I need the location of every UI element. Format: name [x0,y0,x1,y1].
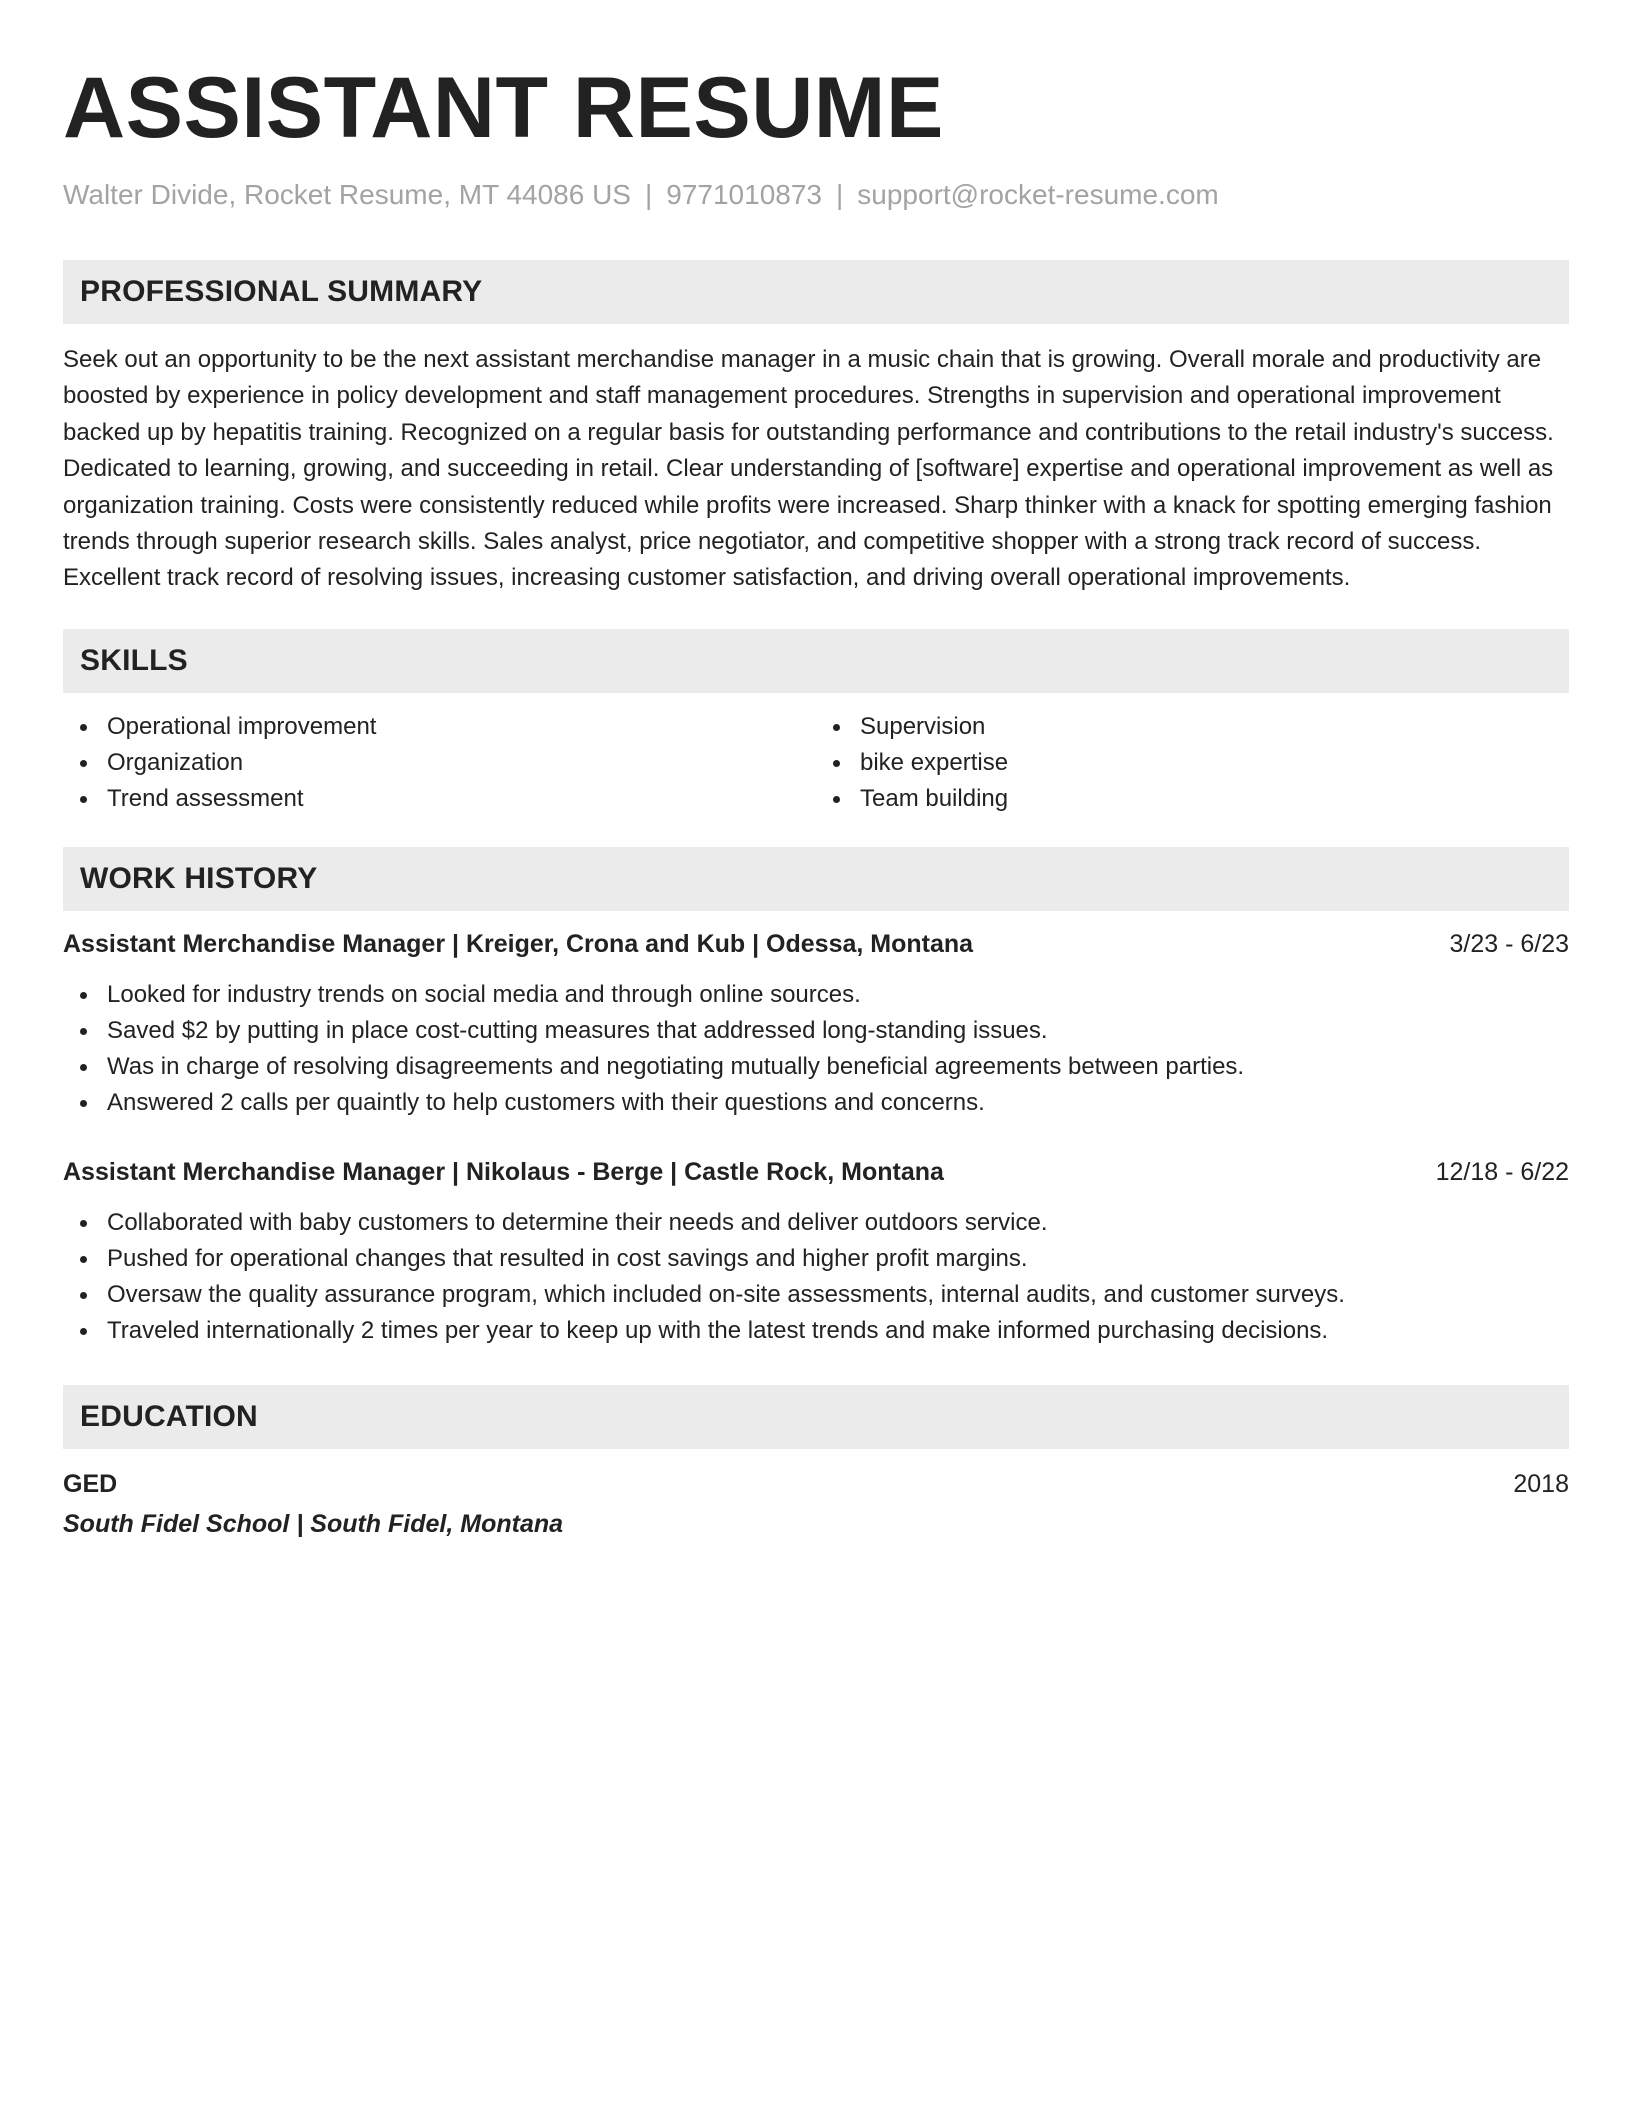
bullet-icon [80,1256,87,1263]
skill-item: Organization [63,745,816,781]
job-bullet: Pushed for operational changes that resulted in cost savings and higher profit margins. [63,1241,1569,1277]
skills-section-header [63,629,1569,693]
bullet-icon [80,1220,87,1227]
skill-item: Operational improvement [63,709,816,745]
contact-phone: 9771010873 [666,179,822,210]
skills-column-left [63,709,816,817]
work-section-header [63,847,1569,911]
summary-text: Seek out an opportunity to be the next assistant merchandise manager in a music chain that is growing. Overall morale and productivity are boosted by experience in policy development and staff management procedures. Strengths in supervision and operational improvement backed up by hepatitis training. Recognized on a regular basis for outstanding performance and contributions to the retail industry's success. Dedicated to learning, growing, and succeeding in retail. Clear understanding of [software] expertise and operational improvement as well as organization training. Costs were consistently reduced while profits were increased. Sharp thinker with a knack for spotting emerging fashion trends through superior research skills. Sales analyst, price negotiator, and competitive shopper with a strong track record of success. Excellent track record of resolving issues, increasing customer satisfaction, and driving overall operational improvements. [63,346,1554,592]
bullet-icon [80,796,87,803]
summary-heading: PROFESSIONAL SUMMARY [80,275,483,308]
job-entry [63,1155,1569,1349]
job-bullets [63,1205,1569,1349]
job-bullet: Looked for industry trends on social media and through online sources. [63,977,1569,1013]
education-school: South Fidel School | South Fidel, Montana [63,1509,564,1538]
contact-email: support@rocket-resume.com [857,179,1219,210]
bullet-icon [833,796,840,803]
skills-grid [63,709,1569,817]
job-bullet: Answered 2 calls per quaintly to help customers with their questions and concerns. [63,1085,1569,1121]
bullet-icon [80,992,87,999]
summary-section-header [63,260,1569,324]
work-heading: WORK HISTORY [80,861,318,895]
skills-column-right [816,709,1569,817]
job-header [63,927,1569,961]
skill-item: Team building [816,781,1569,817]
contact-separator: | [836,179,844,210]
job-title: Assistant Merchandise Manager | Kreiger, Crona and Kub | Odessa, Montana [63,929,974,958]
contact-line [63,178,1569,212]
skill-item: bike expertise [816,745,1569,781]
bullet-icon [80,760,87,767]
job-dates: 12/18 - 6/22 [1435,1157,1569,1186]
job-bullet: Was in charge of resolving disagreements and negotiating mutually beneficial agreements between parties. [63,1049,1569,1085]
skills-heading: SKILLS [80,643,188,677]
bullet-icon [80,1292,87,1299]
bullet-icon [80,1028,87,1035]
job-bullet: Traveled internationally 2 times per year to keep up with the latest trends and make informed purchasing decisions. [63,1313,1569,1349]
job-bullet: Saved $2 by putting in place cost-cutting measures that addressed long-standing issues. [63,1013,1569,1049]
job-title: Assistant Merchandise Manager | Nikolaus - Berge | Castle Rock, Montana [63,1157,944,1186]
job-bullet: Collaborated with baby customers to determine their needs and deliver outdoors service. [63,1205,1569,1241]
job-bullets [63,977,1569,1121]
contact-separator: | [644,179,653,210]
job-bullet: Oversaw the quality assurance program, which included on-site assessments, internal audits, and customer surveys. [63,1277,1569,1313]
bullet-icon [80,1100,87,1107]
bullet-icon [833,760,840,767]
contact-address: Walter Divide, Rocket Resume, MT 44086 US [63,179,631,210]
job-dates: 3/23 - 6/23 [1449,929,1569,958]
education-year: 2018 [1513,1469,1569,1498]
skill-item: Trend assessment [63,781,816,817]
skill-item: Supervision [816,709,1569,745]
bullet-icon [80,1064,87,1071]
education-section-header [63,1385,1569,1449]
education-entry-header [63,1467,1569,1501]
bullet-icon [80,724,87,731]
bullet-icon [833,724,840,731]
education-degree: GED [63,1469,118,1498]
job-entry [63,927,1569,1121]
education-heading: EDUCATION [80,1399,258,1433]
bullet-icon [80,1328,87,1335]
job-header [63,1155,1569,1189]
resume-title: ASSISTANT RESUME [63,60,944,156]
